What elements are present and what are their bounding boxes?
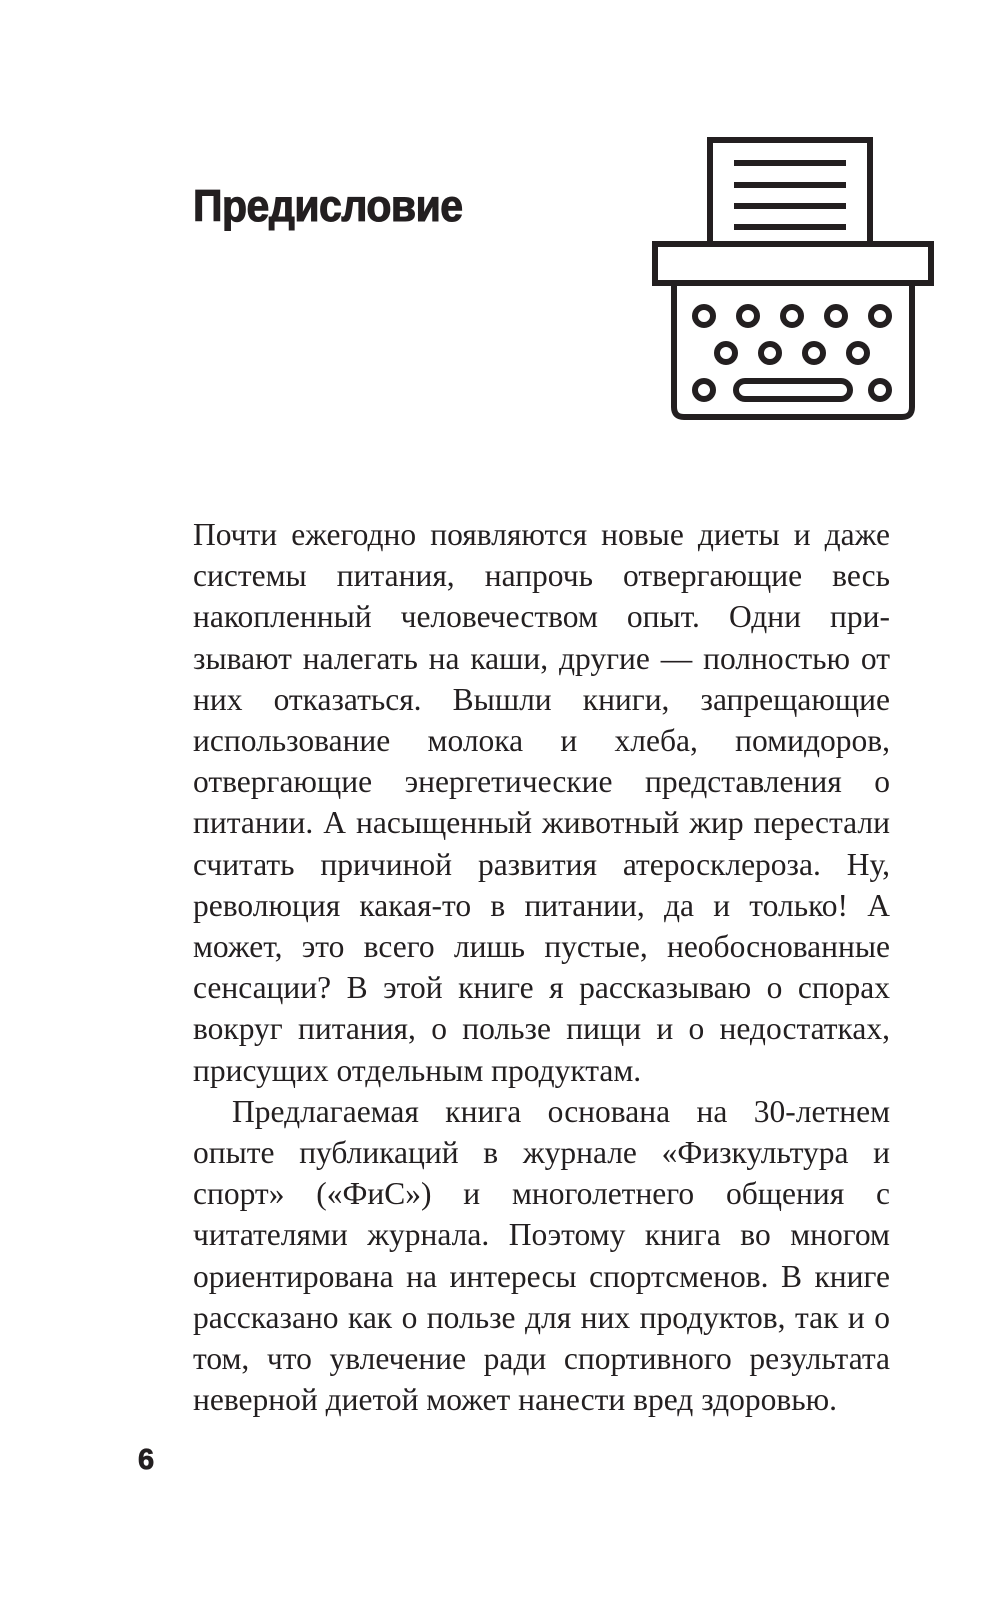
typewriter-icon — [652, 135, 934, 423]
key — [827, 307, 845, 325]
space-bar — [736, 381, 850, 399]
paragraph: Предлагаемая книга основана на 30-летнем опыте публикаций в журнале «Физкультура и спорт» («ФиС») и многолетнего общения с читателями журнала. Поэтому книга во многом ориентирована на интересы спортсменов. В книге рассказано как о пользе для них продуктов, так и о том, что увлечение ради спортивного результата неверной диетой может нанести вред здоровью. — [193, 1093, 890, 1418]
key — [871, 307, 889, 325]
key — [717, 344, 735, 362]
key — [849, 344, 867, 362]
page-number: 6 — [138, 1444, 155, 1476]
paragraph: Почти ежегодно появляются новые диеты и даже системы питания, напрочь отвергающие весь накопленный человечеством опыт. Одни призывают налегать на каши, другие — полностью от них отказаться. Вышли книги, запрещающие использование молока и хлеба, помидоров, отвергающие энергетические представления о питании. А насыщенный животный жир перестали считать причиной развития атеросклероза. Ну, революция какая-то в питании, да и только! А может, это всего лишь пустые, необоснованные сенсации? В этой книге я рассказываю о спорах вокруг питания, о пользе пищи и о недостатках, присущих отдельным продуктам. — [193, 517, 890, 1088]
body-text — [193, 514, 890, 1420]
chapter-heading: Предисловие — [193, 181, 463, 231]
key — [695, 307, 713, 325]
key — [695, 381, 713, 399]
key — [761, 344, 779, 362]
key — [783, 307, 801, 325]
carriage-bar — [655, 244, 931, 283]
key — [805, 344, 823, 362]
key — [739, 307, 757, 325]
key — [871, 381, 889, 399]
